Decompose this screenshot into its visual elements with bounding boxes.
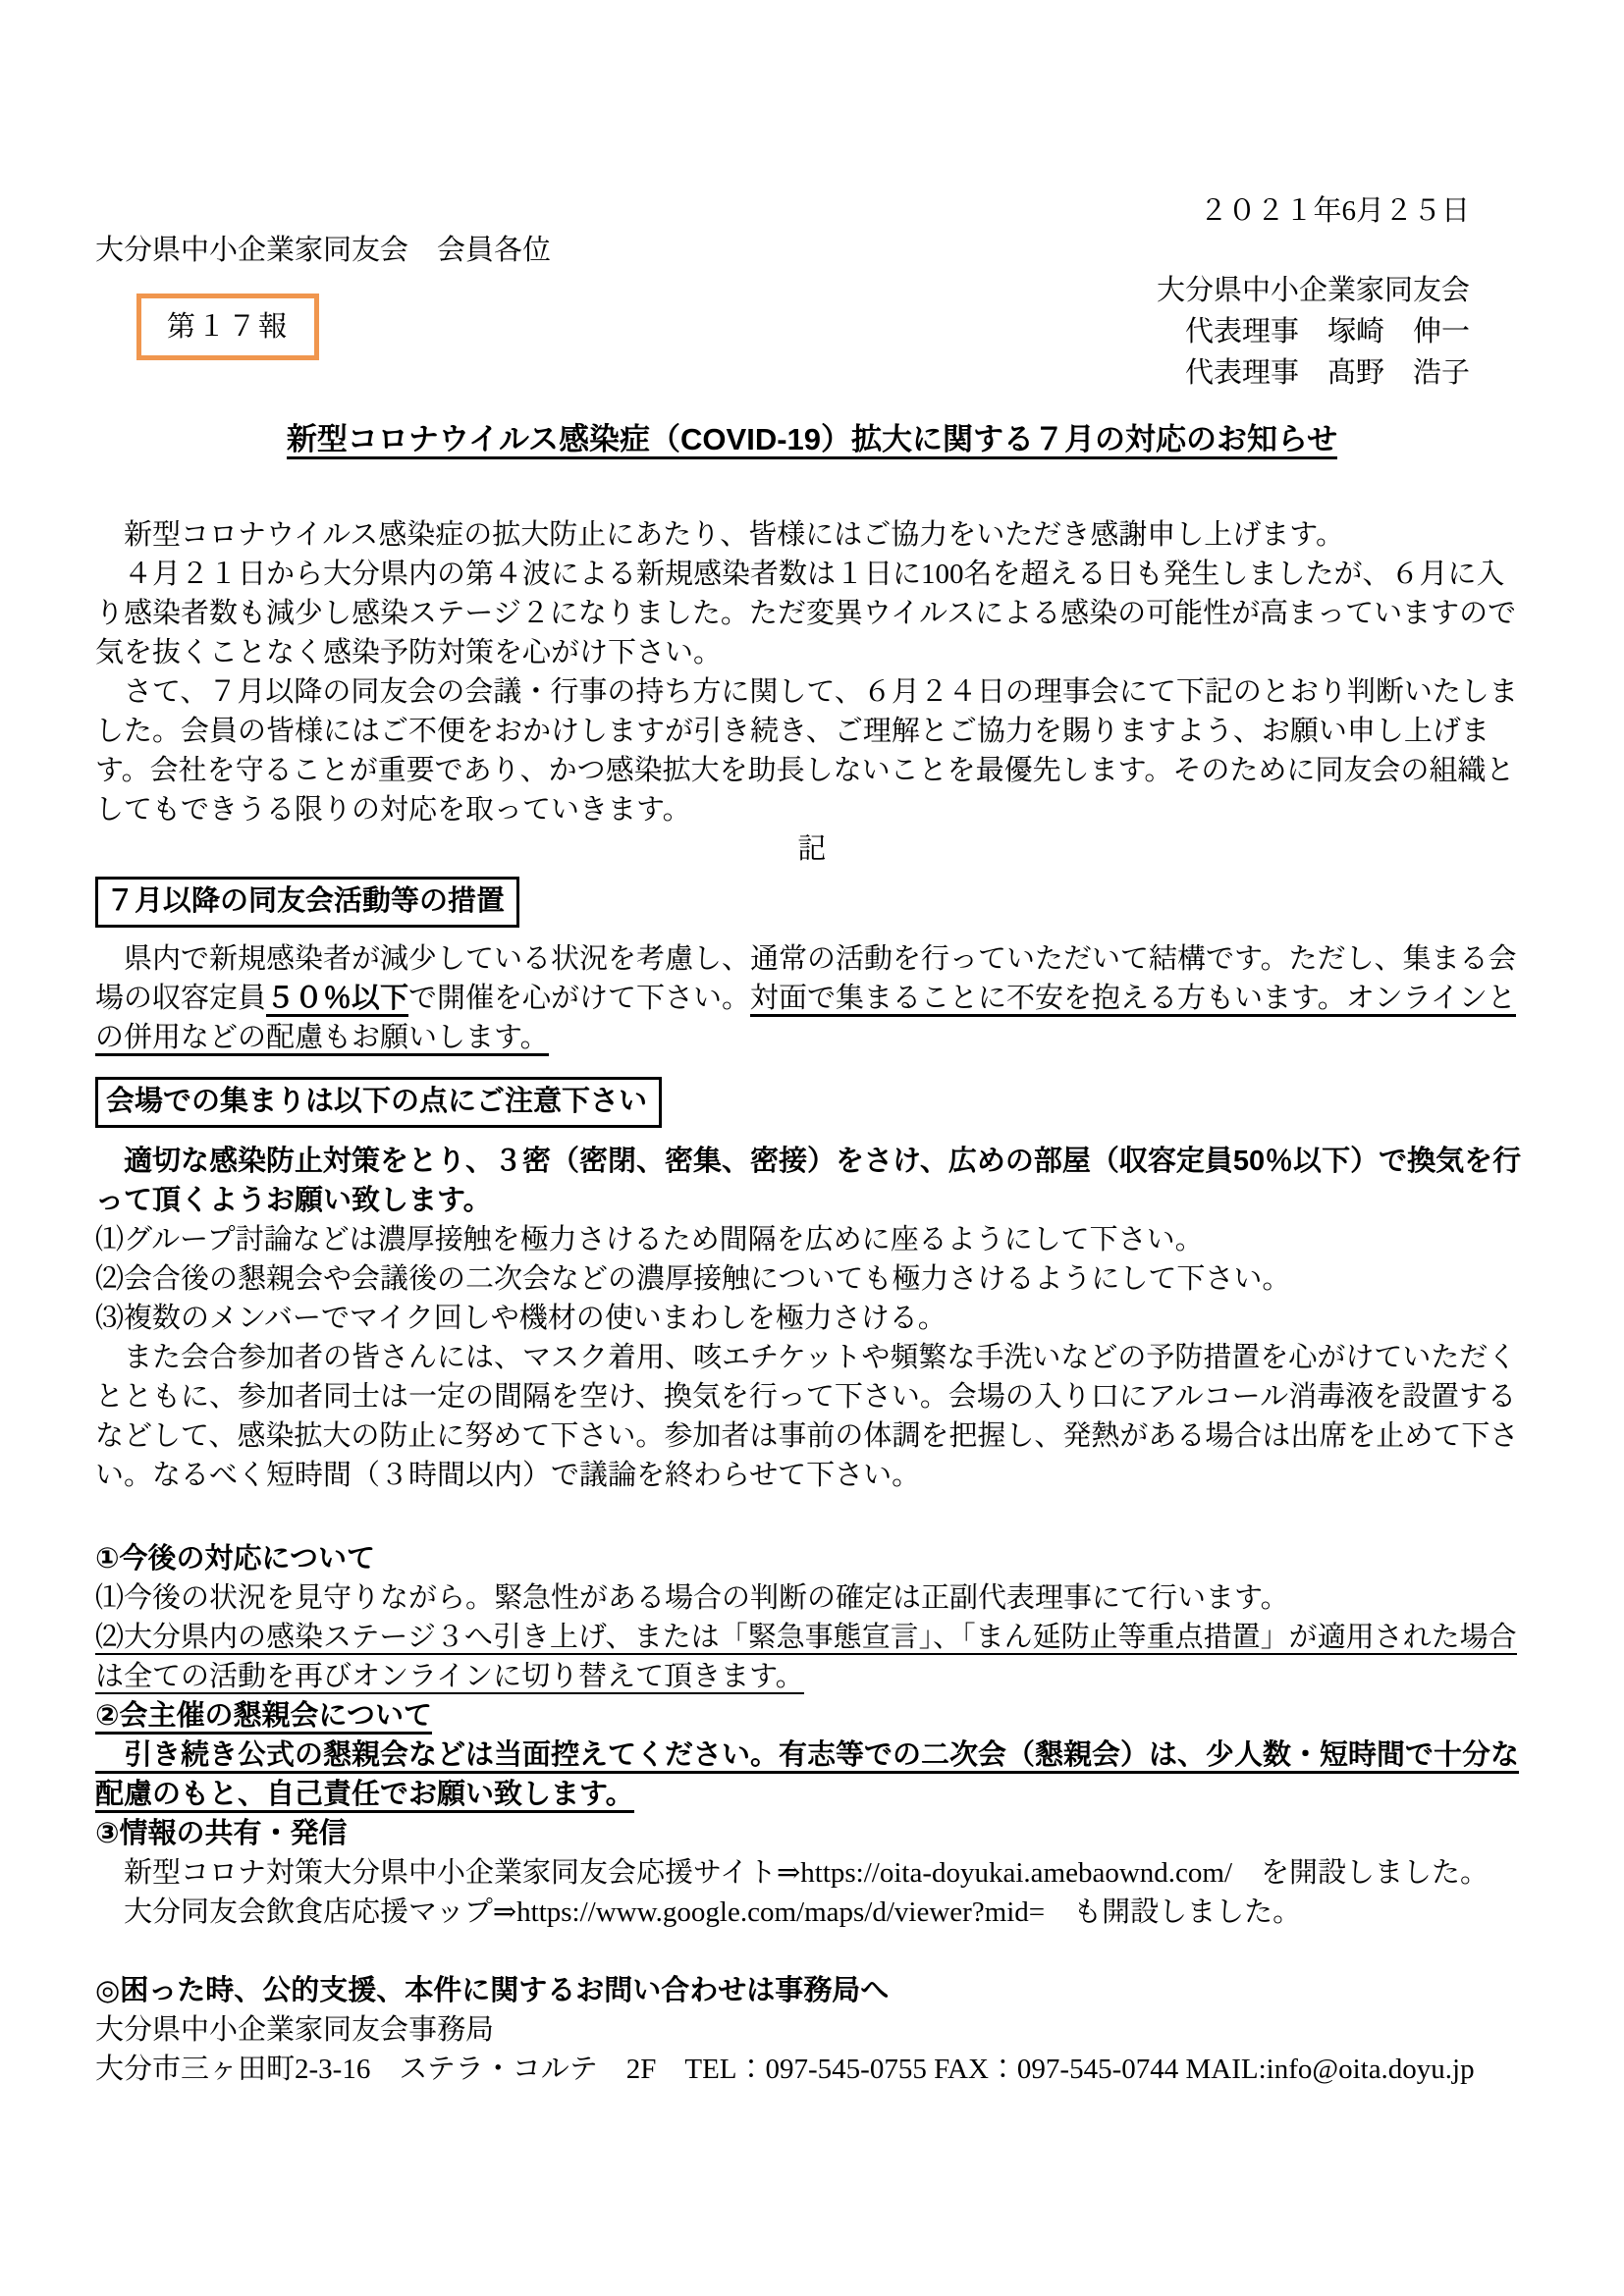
- sender-org: 大分県中小企業家同友会: [1156, 275, 1470, 306]
- section2-heading: [95, 1077, 662, 1128]
- section2-item-2: ⑵会合後の懇親会や会議後の二次会などの濃厚接触についても極力さけるようにして下さい。: [95, 1263, 1291, 1295]
- section2-heading-text: 会場での集まりは以下の点にご注意下さい: [106, 1086, 648, 1117]
- section1-text-50percent: ５０％以下: [266, 983, 408, 1017]
- section1-text-underlined: 対面で集まることに不安を抱える方もいます。オンラインとの併用などの配慮もお願いします。: [95, 983, 1516, 1056]
- section1-text-normal: 県内で新規感染者が減少している状況を考慮し、通常の活動を行っていただいて結構です。ただし、集まる会場の収容定員: [95, 943, 1517, 1014]
- section1-heading: [95, 877, 519, 928]
- office-address: 大分市三ヶ田町2-3-16 ステラ・コルテ 2F TEL：097-545-0755 FAX：097-545-0744 MAIL:info@oita.doyu.jp: [95, 2054, 1475, 2085]
- ki-marker: 記: [797, 833, 827, 865]
- support-site-suffix: を開設しました。: [1232, 1857, 1489, 1889]
- restaurant-map-line: [95, 1893, 1529, 1932]
- subsection2-heading: [95, 1696, 1529, 1735]
- section1-paragraph: [95, 939, 1529, 1057]
- section1-text-normal-2: で開催を心がけて下さい。: [408, 983, 751, 1014]
- office-name: 大分県中小企業家同友会事務局: [95, 2014, 495, 2046]
- numbered-subsections: [95, 1539, 1529, 1932]
- contact-heading: ◎困った時、公的支援、本件に関するお問い合わせは事務局へ: [95, 1975, 890, 2006]
- subsection2-text-underlined: 引き続き公式の懇親会などは当面控えてください。有志等での二次会（懇親会）は、少人数・短時間で十分な配慮のもと、自己責任でお願い致します。: [95, 1739, 1519, 1813]
- subsection2-heading-text: ②会主催の懇親会について: [95, 1700, 432, 1735]
- subsection1-heading: ①今後の対応について: [95, 1543, 375, 1575]
- subsection1-item-2-underlined: ⑵大分県内の感染ステージ３へ引き上げ、または「緊急事態宣言」、「まん延防止等重点措置」が適用された場合は全ての活動を再びオンラインに切り替えて頂きます。: [95, 1622, 1517, 1692]
- restaurant-map-url: https://www.google.com/maps/d/viewer?mid=: [516, 1896, 1046, 1928]
- sender-rep1: 代表理事 塚崎 伸一: [1184, 316, 1470, 347]
- section2-paragraph: また会合参加者の皆さんには、マスク着用、咳エチケットや頻繁な手洗いなどの予防措置を心がけていただくとともに、参加者同士は一定の間隔を空け、換気を行って下さい。会場の入り口にアルコール消毒液を設置するなどして、感染拡大の防止に努めて下さい。参加者は事前の体調を把握し、発熱がある場合は出席を止めて下さい。なるべく短時間（３時間以内）で議論を終わらせて下さい。: [95, 1342, 1519, 1491]
- intro-paragraph-1: 新型コロナウイルス感染症の拡大防止にあたり、皆様にはご協力をいただき感謝申し上げます。: [95, 519, 1344, 551]
- support-site-line: [95, 1853, 1529, 1893]
- sender-rep2: 代表理事 髙野 浩子: [1184, 357, 1470, 389]
- intro-block: [95, 515, 1529, 869]
- subsection2-text: [95, 1735, 1529, 1814]
- subsection1-item-2: [95, 1618, 1529, 1696]
- restaurant-map-label: 大分同友会飲食店応援マップ⇒: [95, 1896, 517, 1928]
- contact-block: [95, 1971, 1529, 2089]
- subsection3-heading: ③情報の共有・発信: [95, 1818, 348, 1849]
- sender-block: [1157, 270, 1470, 394]
- restaurant-map-suffix: も開設しました。: [1045, 1896, 1302, 1928]
- section1: [95, 877, 1529, 928]
- subsection1-item-1: ⑴今後の状況を見守りながら。緊急性がある場合の判断の確定は正副代表理事にて行います。: [95, 1582, 1289, 1614]
- recipient-line: 大分県中小企業家同友会 会員各位: [95, 235, 552, 266]
- support-site-url: https://oita-doyukai.amebaownd.com/: [800, 1857, 1233, 1889]
- report-number-text: 第１７報: [167, 311, 290, 343]
- section1-heading-text: ７月以降の同友会活動等の措置: [106, 885, 506, 917]
- document-title: [95, 417, 1529, 461]
- section2: [95, 1077, 1529, 1128]
- section2-item-3: ⑶複数のメンバーでマイク回しや機材の使いまわしを極力さける。: [95, 1303, 947, 1334]
- intro-paragraph-2: ４月２１日から大分県内の第４波による新規感染者数は１日に100名を超える日も発生しましたが、６月に入り感染者数も減少し感染ステージ２になりました。ただ変異ウイルスによる感染の可能性が高まっていますので気を抜くことなく感染予防対策を心がけ下さい。: [95, 559, 1517, 668]
- report-number-badge: [136, 294, 319, 360]
- support-site-label: 新型コロナ対策大分県中小企業家同友会応援サイト⇒: [95, 1857, 801, 1889]
- document-title-text: 新型コロナウイルス感染症（COVID-19）拡大に関する７月の対応のお知らせ: [287, 422, 1337, 459]
- intro-paragraph-3: さて、７月以降の同友会の会議・行事の持ち方に関して、６月２４日の理事会にて下記のとおり判断いたしました。会員の皆様にはご不便をおかけしますが引き続き、ご理解とご協力を賜りますよう、お願い申し上げます。会社を守ることが重要であり、かつ感染拡大を助長しないことを最優先します。そのために同友会の組織としてもできうる限りの対応を取っていきます。: [95, 676, 1518, 826]
- header-row: [95, 270, 1529, 417]
- date-line: ２０２１年6月２５日: [1199, 195, 1470, 227]
- section2-item-1: ⑴グループ討論などは濃厚接触を極力さけるため間隔を広めに座るようにして下さい。: [95, 1224, 1204, 1255]
- section2-lead: 適切な感染防止対策をとり、３密（密閉、密集、密接）をさけ、広めの部屋（収容定員50％以下）で換気を行って頂くようお願い致します。: [95, 1146, 1522, 1216]
